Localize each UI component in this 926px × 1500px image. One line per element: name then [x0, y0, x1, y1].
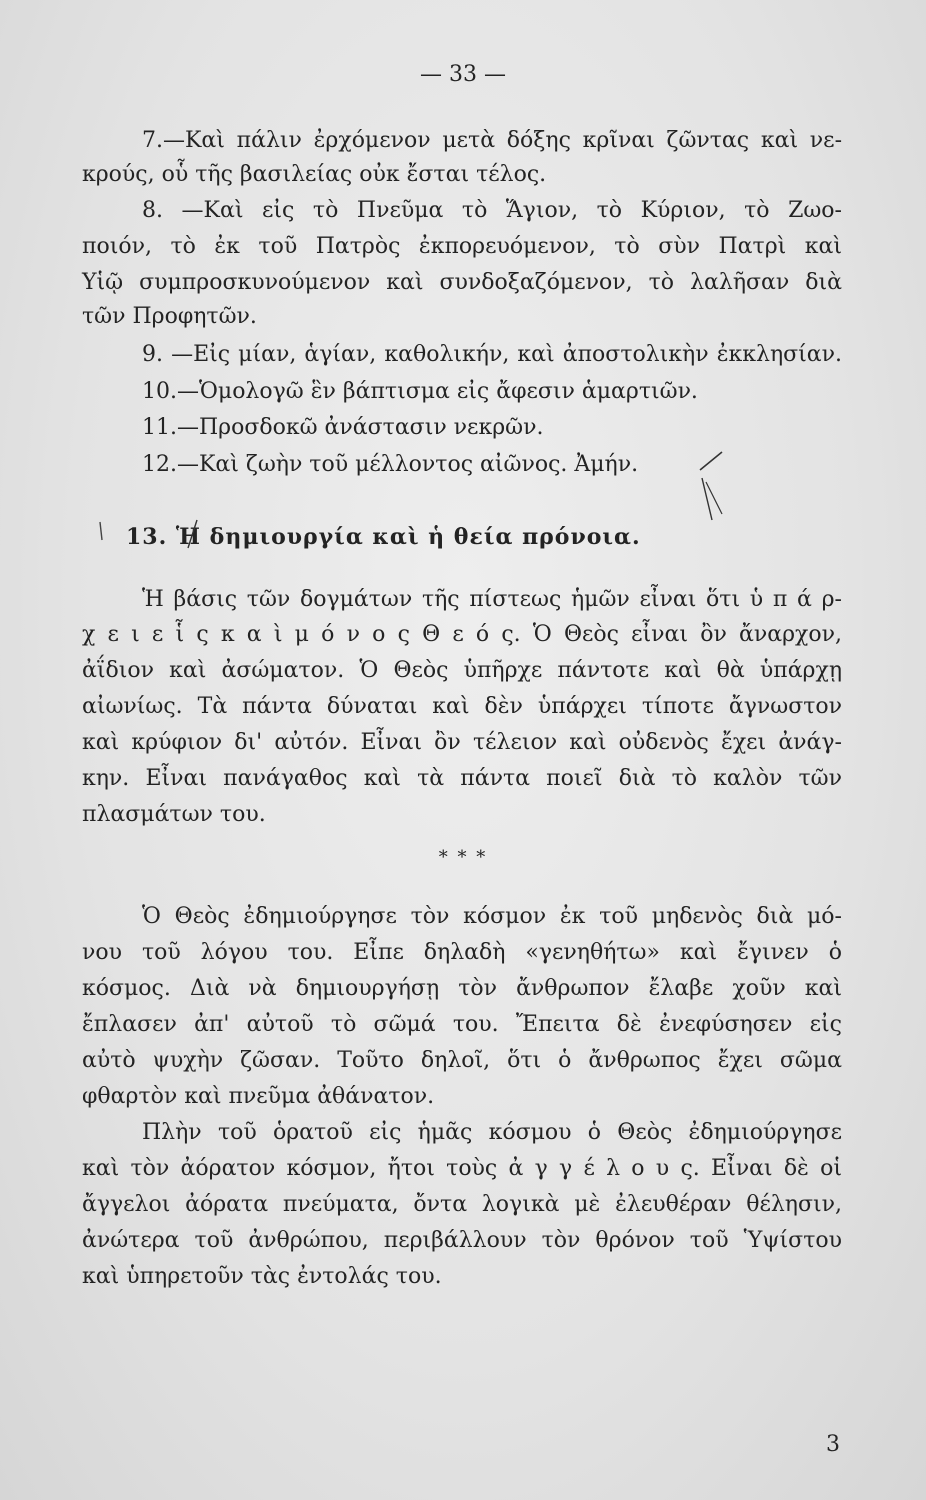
paragraph-1-line-1: Ἡ βάσις τῶν δογμάτων τῆς πίστεως ἡμῶν εἶναι ὅτι ὑ π ά ρ- — [142, 587, 842, 612]
paragraph-1-line-4: αἰωνίως. Τὰ πάντα δύναται καὶ δὲν ὑπάρχει τίποτε ἄγνωστον — [82, 694, 842, 719]
creed-item-11: 11.—Προσδοκῶ ἀνάστασιν νεκρῶν. — [142, 415, 544, 440]
paragraph-2-line-2: νου τοῦ λόγου του. Εἶπε δηλαδὴ «γενηθήτω» καὶ ἔγινεν ὁ — [82, 940, 842, 965]
signature-mark-number: 3 — [826, 1432, 840, 1457]
creed-item-7-line-2: κρούς, οὗ τῆς βασιλείας οὐκ ἔσται τέλος. — [82, 162, 547, 187]
creed-item-8-line-2: ποιόν, τὸ ἐκ τοῦ Πατρὸς ἐκπορευόμενον, τὸ σὺν Πατρὶ καὶ — [82, 234, 842, 259]
paragraph-2-line-3: κόσμος. Διὰ νὰ δημιουργήσῃ τὸν ἄνθρωπον ἔλαβε χοῦν καὶ — [82, 976, 842, 1001]
creed-item-9: 9. —Εἰς μίαν, ἁγίαν, καθολικήν, καὶ ἀποστολικὴν ἐκκλησίαν. — [142, 342, 842, 367]
paragraph-1-line-7: πλασμάτων του. — [82, 802, 266, 827]
section-heading: 13. Ἡ δημιουργία καὶ ἡ θεία πρόνοια. — [126, 524, 641, 550]
paragraph-1-line-2: χ ε ι ε ἷ ς κ α ὶ μ ό ν ο ς Θ ε ό ς. Ὁ Θεὸς εἶναι ὂν ἄναρχον, — [82, 622, 842, 647]
pencil-margin-tick — [100, 522, 102, 540]
paragraph-2-line-1: Ὁ Θεὸς ἐδημιούργησε τὸν κόσμον ἐκ τοῦ μηδενὸς διὰ μό- — [142, 904, 842, 929]
paragraph-1-line-6: κην. Εἶναι πανάγαθος καὶ τὰ πάντα ποιεῖ διὰ τὸ καλὸν τῶν — [82, 766, 842, 791]
paragraph-3-line-4: ἀνώτερα τοῦ ἀνθρώπου, περιβάλλουν τὸν θρόνον τοῦ Ὑψίστου — [82, 1228, 842, 1253]
pencil-slash-mark — [700, 452, 722, 470]
creed-item-12: 12.—Καὶ ζωὴν τοῦ μέλλοντος αἰῶνος. Ἀμήν. — [142, 452, 639, 477]
paragraph-3-line-2: καὶ τὸν ἀόρατον κόσμον, ἤτοι τοὺς ἀ γ γ έ λ ο υ ς. Εἶναι δὲ οἱ — [82, 1156, 842, 1181]
paragraph-1-line-3: ἀΐδιον καὶ ἀσώματον. Ὁ Θεὸς ὑπῆρχε πάντοτε καὶ θὰ ὑπάρχῃ — [82, 658, 842, 683]
paragraph-2-line-4: ἔπλασεν ἀπ' αὐτοῦ τὸ σῶμά του. Ἔπειτα δὲ ἐνεφύσησεν εἰς — [82, 1012, 842, 1037]
creed-item-7-line-1: 7.—Καὶ πάλιν ἐρχόμενον μετὰ δόξης κρῖναι ζῶντας καὶ νε- — [142, 128, 842, 153]
pencil-heading-mark — [188, 520, 197, 548]
creed-item-8-line-3: Υἱῷ συμπροσκυνούμενον καὶ συνδοξαζόμενον, τὸ λαλῆσαν διὰ — [82, 270, 842, 295]
pencil-stroke-mark-2 — [706, 482, 722, 514]
paragraph-3-line-3: ἄγγελοι ἀόρατα πνεύματα, ὄντα λογικὰ μὲ ἐλευθέραν θέλησιν, — [82, 1192, 842, 1217]
paragraph-1-line-5: καὶ κρύφιον δι' αὐτόν. Εἶναι ὂν τέλειον καὶ οὐδενὸς ἔχει ἀνάγ- — [82, 730, 842, 755]
page-number: — 33 — — [420, 62, 506, 87]
asterism-separator: * * * — [438, 847, 488, 868]
paragraph-2-line-6: φθαρτὸν καὶ πνεῦμα ἀθάνατον. — [82, 1084, 435, 1109]
paragraph-3-line-1: Πλὴν τοῦ ὁρατοῦ εἰς ἡμᾶς κόσμου ὁ Θεὸς ἐδημιούργησε — [142, 1120, 842, 1145]
creed-item-8-line-4: τῶν Προφητῶν. — [82, 304, 257, 329]
creed-item-10: 10.—Ὁμολογῶ ἓν βάπτισμα εἰς ἄφεσιν ἁμαρτιῶν. — [142, 379, 698, 404]
paragraph-2-line-5: αὐτὸ ψυχὴν ζῶσαν. Τοῦτο δηλοῖ, ὅτι ὁ ἄνθρωπος ἔχει σῶμα — [82, 1048, 842, 1073]
creed-item-8-line-1: 8. —Καὶ εἰς τὸ Πνεῦμα τὸ Ἅγιον, τὸ Κύριον, τὸ Ζωο- — [142, 198, 842, 223]
paragraph-3-line-5: καὶ ὑπηρετοῦν τὰς ἐντολάς του. — [82, 1264, 442, 1289]
